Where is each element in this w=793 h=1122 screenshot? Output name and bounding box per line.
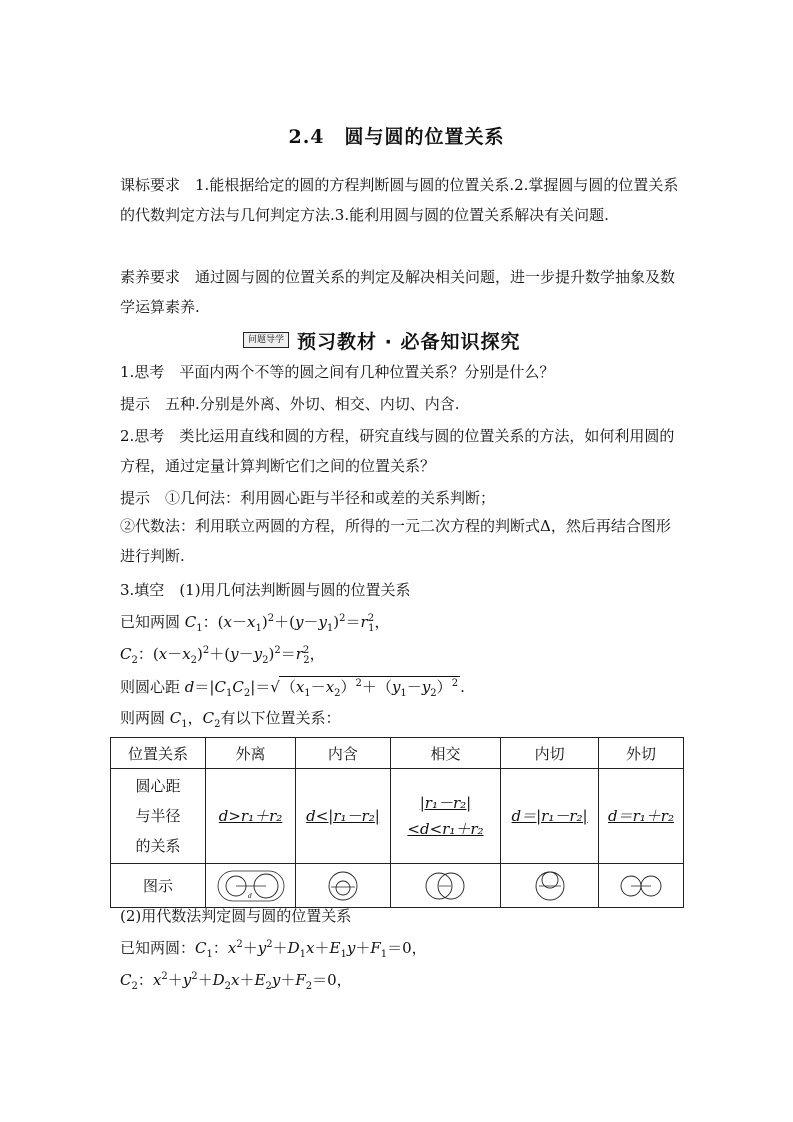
geo-known-c1: 已知两圆 $C_1$：$(x-x_1)^2+(y-y_1)^2=r^2_1$， [120, 613, 390, 634]
table-header-cell: 外切 [598, 738, 683, 769]
table-header-cell: 位置关系 [111, 738, 206, 769]
table-header-row [111, 738, 684, 769]
section-banner [243, 328, 520, 352]
separate-circles-figure [216, 869, 286, 903]
externally-tangent-circles-figure [615, 869, 667, 903]
condition-cell: d>r₁＋r₂ [206, 769, 296, 864]
table-figure-row [111, 864, 684, 908]
intersecting-circles-figure [422, 869, 468, 903]
table-header-cell: 内含 [296, 738, 391, 769]
alg-known-c2: $C_2$：$x^2+y^2+D_2x+E_2y+F_2=0$， [120, 971, 352, 992]
algebra-subtitle: (2)用代数法判定圆与圆的位置关系 [120, 907, 352, 925]
relation-table [110, 737, 684, 908]
figure-external-tangent-cell [598, 864, 683, 908]
kebiao-paragraph [120, 170, 685, 230]
condition-cell: d＝|r₁－r₂| [501, 769, 599, 864]
internally-tangent-circles-figure [533, 869, 567, 903]
condition-cell: |r₁－r₂|<d<r₁＋r₂ [390, 769, 500, 864]
figure-intersect-cell [390, 864, 500, 908]
section-title: 2.4 圆与圆的位置关系 [288, 126, 505, 148]
question-2: 2.思考 类比运用直线和圆的方程，研究直线与圆的位置关系的方法，如何利用圆的方程，通过定量计算判断它们之间的位置关系？ [120, 427, 675, 475]
geo-known-c2: $C_2$：$(x-x_2)^2+(y-y_2)^2=r^2_2$， [120, 645, 325, 666]
figure-contain-cell [296, 864, 391, 908]
geo-distance: 则圆心距 $d=|C_1C_2|=√(x_1-x_2)^2+(y_1-y_2)^2$ . [120, 678, 465, 699]
contained-circles-figure [326, 869, 360, 903]
condition-cell: d＝r₁＋r₂ [598, 769, 683, 864]
question-1: 1.思考 平面内两个不等的圆之间有几种位置关系？分别是什么？ [120, 363, 555, 381]
question-3: 3.填空 (1)用几何法判断圆与圆的位置关系 [120, 581, 411, 599]
table-header-cell: 内切 [501, 738, 599, 769]
svg-text:d: d [247, 892, 252, 900]
table-row-label: 图示 [111, 864, 206, 908]
geo-relation: 则两圆 $C_1$，$C_2$有以下位置关系： [120, 709, 341, 730]
answer-1: 提示 五种.分别是外离、外切、相交、内切、内含. [120, 395, 460, 413]
table-row-label: 圆心距 与半径 的关系 [111, 769, 206, 864]
table-header-cell: 外离 [206, 738, 296, 769]
banner-text: 预习教材 · 必备知识探究 [297, 330, 521, 353]
figure-separate-cell [206, 864, 296, 908]
suyang-text: 通过圆与圆的位置关系的判定及解决相关问题，进一步提升数学抽象及数学运算素养. [120, 268, 676, 316]
table-condition-row [111, 769, 684, 864]
suyang-paragraph [120, 262, 685, 322]
table-header-cell: 相交 [390, 738, 500, 769]
suyang-label: 素养要求 [120, 268, 181, 286]
kebiao-text: 1.能根据给定的圆的方程判断圆与圆的位置关系.2.掌握圆与圆的位置关系的代数判定方法与几何判定方法.3.能利用圆与圆的位置关系解决有关问题. [120, 176, 679, 224]
alg-known-c1: 已知两圆：$C_1$：$x^2+y^2+D_1x+E_1y+F_1=0$， [120, 939, 427, 960]
figure-internal-tangent-cell [501, 864, 599, 908]
banner-tag: 问题导学 [243, 332, 289, 348]
condition-cell: d<|r₁－r₂| [296, 769, 391, 864]
answer-2-line1: 提示 ①几何法：利用圆心距与半径和或差的关系判断； [120, 489, 496, 507]
answer-2-line2: ②代数法：利用联立两圆的方程，所得的一元二次方程的判断式Δ，然后再结合图形进行判断. [120, 517, 671, 565]
kebiao-label: 课标要求 [120, 176, 181, 194]
